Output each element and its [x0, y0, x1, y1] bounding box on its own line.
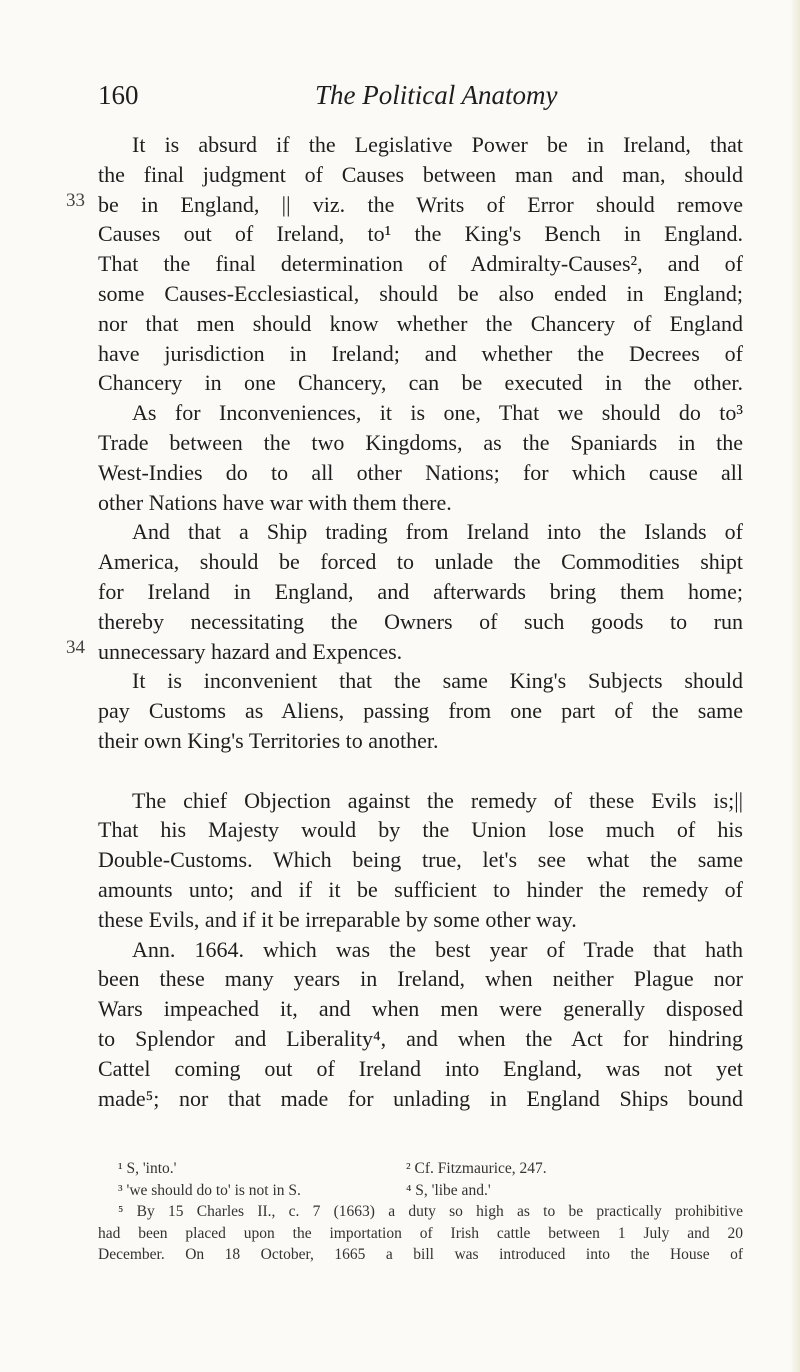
text-line: As for Inconveniences, it is one, That we should do to³ — [132, 400, 743, 426]
footnote-3: ³ 'we should do to' is not in S. — [118, 1181, 301, 1199]
text-line: That his Majesty would by the Union lose much of his — [98, 817, 743, 843]
text-line: amounts unto; and if it be sufficient to hinder the remedy of — [98, 876, 743, 902]
text-line: be in England, || viz. the Writs of Error should remove — [98, 191, 743, 217]
footnote-1: ¹ S, 'into.' — [118, 1160, 177, 1177]
footnote-row — [98, 1158, 743, 1180]
footnotes — [98, 1158, 743, 1266]
footnote-5-line: ⁵ By 15 Charles II., c. 7 (1663) a duty so high as to be practically prohibitive — [118, 1203, 743, 1220]
page-number: 160 — [98, 80, 139, 110]
text-line: the final judgment of Causes between man and man, should — [98, 161, 743, 187]
text-line: It is absurd if the Legislative Power be in Ireland, that — [132, 132, 743, 157]
text-line: have jurisdiction in Ireland; and whether the Decrees of — [98, 340, 743, 366]
text-line: West-Indies do to all other Nations; for which cause all — [98, 459, 743, 485]
text-line: other Nations have war with them there. — [98, 489, 452, 515]
text-line: Cattel coming out of Ireland into England, was not yet — [98, 1055, 743, 1081]
text-line: these Evils, and if it be irreparable by some other way. — [98, 906, 577, 932]
running-head — [0, 80, 800, 116]
text-line: The chief Objection against the remedy of these Evils is;|| — [132, 787, 743, 813]
footnote-4: ⁴ S, 'libe and.' — [406, 1181, 491, 1199]
text-line: Trade between the two Kingdoms, as the Spaniards in the — [98, 429, 743, 455]
text-line: made⁵; nor that made for unlading in England Ships bound — [98, 1085, 743, 1111]
text-line: Double-Customs. Which being true, let's see what the same — [98, 847, 743, 873]
text-line: unnecessary hazard and Expences. — [98, 638, 403, 664]
text-line: nor that men should know whether the Chancery of England — [98, 310, 743, 336]
text-line: their own King's Territories to another. — [98, 727, 439, 753]
text-line: for Ireland in England, and afterwards bring them home; — [98, 578, 743, 604]
paragraph-gap — [98, 756, 743, 786]
text-line: And that a Ship trading from Ireland into the Islands of — [132, 519, 743, 545]
text-line: It is inconvenient that the same King's Subjects should — [132, 668, 743, 694]
footnote-2: ² Cf. Fitzmaurice, 247. — [406, 1160, 547, 1177]
text-line: been these many years in Ireland, when neither Plague nor — [98, 966, 743, 992]
margin-number-34: 34 — [66, 637, 85, 658]
text-line: Wars impeached it, and when men were generally disposed — [98, 996, 743, 1022]
text-line: thereby necessitating the Owners of such goods to run — [98, 608, 743, 634]
footnote-5-line: December. On 18 October, 1665 a bill was introduced into the House of — [98, 1246, 743, 1263]
body-text — [98, 130, 743, 1113]
text-line: That the final determination of Admiralty-Causes², and of — [98, 251, 743, 277]
margin-number-33: 33 — [66, 190, 85, 211]
footnote-5-line: had been placed upon the importation of Irish cattle between 1 July and 20 — [98, 1224, 743, 1242]
page-edge-shadow — [790, 0, 800, 1372]
text-line: Causes out of Ireland, to¹ the King's Bench in England. — [98, 221, 743, 247]
text-line: America, should be forced to unlade the Commodities shipt — [98, 549, 743, 575]
text-line: pay Customs as Aliens, passing from one part of the same — [98, 698, 743, 724]
text-line: to Splendor and Liberality⁴, and when the Act for hindring — [98, 1025, 743, 1051]
footnote-row — [98, 1180, 743, 1202]
text-line: Chancery in one Chancery, can be executed in the other. — [98, 370, 743, 396]
running-title: The Political Anatomy — [315, 80, 558, 110]
text-line: some Causes-Ecclesiastical, should be also ended in England; — [98, 280, 743, 306]
text-line: Ann. 1664. which was the best year of Trade that hath — [132, 936, 743, 962]
